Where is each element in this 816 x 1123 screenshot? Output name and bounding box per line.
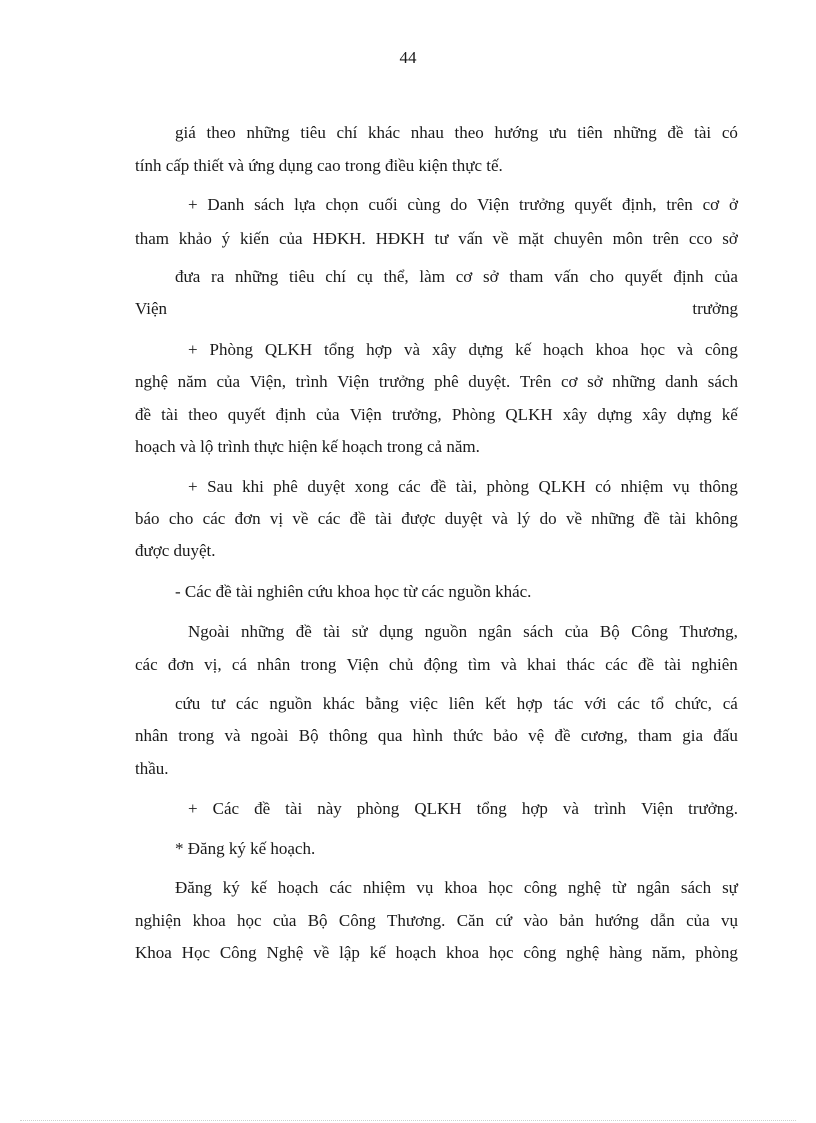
text-word: đấu (713, 726, 738, 745)
text-word: Viện (641, 799, 674, 818)
text-word: Viện (337, 372, 370, 391)
text-word: môn (612, 229, 643, 248)
text-word: Danh (207, 195, 245, 214)
text-word: cá (722, 694, 738, 713)
text-word: khoa (192, 911, 226, 930)
text-word: cá (231, 655, 247, 674)
text-word: dựng (468, 340, 504, 359)
text-word: với (584, 694, 607, 713)
text-word: đơn (234, 509, 261, 528)
text-word: chí (336, 123, 358, 142)
text-word: nghiện (135, 911, 182, 930)
text-word: xây (432, 340, 457, 359)
text-word: quyết (624, 267, 663, 286)
text-word: vệ (528, 726, 545, 745)
text-word: tham (638, 726, 672, 745)
text-word: tài (694, 123, 712, 142)
text-word: Viện (477, 195, 510, 214)
text-word: làm (419, 267, 445, 286)
text-word: nhân (257, 655, 291, 674)
text-word: những (246, 123, 290, 142)
text-word: tài (664, 655, 682, 674)
text-word: Khoa (135, 943, 172, 962)
text-word: cuối (368, 195, 398, 214)
text-line (188, 476, 738, 498)
text-word: hướng (494, 123, 539, 142)
text-word: nguồn (424, 622, 468, 641)
text-word: giá (175, 123, 196, 142)
text-word: qua (377, 726, 403, 745)
text-word: định (673, 267, 704, 286)
text-word: chủ (388, 655, 414, 674)
text-word: nghệ (567, 878, 601, 897)
text-word: khoa (444, 878, 478, 897)
text-word: đề (349, 509, 366, 528)
text-word: và (500, 655, 517, 674)
text-word: QLKH (264, 340, 313, 359)
text-word: các (317, 509, 341, 528)
text-word: dẫn (650, 911, 675, 930)
text-word: cho (589, 267, 614, 286)
text-word: nhân (135, 726, 169, 745)
text-word: có (595, 477, 612, 496)
text-word: của (686, 911, 710, 930)
text-word: lập (339, 943, 360, 962)
text-word: về (292, 509, 309, 528)
text-word: các (605, 655, 628, 674)
text-word: về (313, 943, 330, 962)
text-word: công (523, 878, 557, 897)
text-word: Các (212, 799, 240, 818)
text-word: Viện (346, 655, 379, 674)
text-word: đề (135, 405, 152, 424)
text-word: kế (250, 878, 267, 897)
text-word: những (612, 372, 656, 391)
text-word: QLKH (505, 405, 553, 424)
text-word: cùng (407, 195, 441, 214)
text-word: theo (188, 405, 218, 424)
text-word: cứ (495, 911, 513, 930)
text-word: trưởng (378, 372, 425, 391)
text-word: Công (338, 911, 376, 930)
text-word: trong (178, 726, 215, 745)
text-word: cơ (560, 372, 578, 391)
text-word: phê (434, 372, 459, 391)
text-word: ngoài (250, 726, 289, 745)
text-word: nghiên (691, 655, 738, 674)
text-word: Phòng (209, 340, 253, 359)
text-word: và (491, 509, 508, 528)
text-word: Bộ (298, 726, 319, 745)
text-word: các (398, 477, 421, 496)
text-word: kế (369, 943, 386, 962)
text-word: đề (554, 726, 571, 745)
text-word: khai (527, 655, 557, 674)
text-word: tài (669, 509, 687, 528)
text-word: trưởng (518, 195, 565, 214)
text-word: ngân (478, 622, 512, 641)
text-word: Ngoài (188, 622, 230, 641)
text-word: khảo (178, 229, 212, 248)
text-word: trình (295, 372, 328, 391)
text-word: nghệ (135, 372, 169, 391)
text-line (188, 194, 738, 216)
text-word: trình (593, 799, 627, 818)
text-word: việc (409, 694, 438, 713)
text-word: tác (553, 694, 574, 713)
text-line: * Đăng ký kế hoạch. (175, 839, 316, 858)
text-word: duyệt. (468, 372, 511, 391)
text-line (135, 725, 738, 747)
text-word: tổng (476, 799, 507, 818)
text-word: Công (219, 943, 257, 962)
text-word: Viện (135, 299, 168, 318)
text-word: và (562, 799, 579, 818)
text-word: Học (181, 943, 210, 962)
text-word: sử (351, 622, 368, 641)
text-word: trên (652, 229, 680, 248)
text-word: năm (177, 372, 207, 391)
text-word: sách (254, 195, 285, 214)
text-word: bằng (365, 694, 399, 713)
text-line (188, 621, 738, 643)
text-word: cơ (702, 195, 720, 214)
text-word: sở (722, 229, 738, 248)
text-word: danh (665, 372, 699, 391)
text-word: tổng (324, 340, 355, 359)
text-word: xây (642, 405, 667, 424)
text-word: không (695, 509, 738, 528)
text-line (188, 339, 738, 361)
text-word: ưu (548, 123, 567, 142)
text-word: Phòng (451, 405, 496, 424)
text-word: cho (168, 509, 194, 528)
text-line (175, 266, 738, 288)
text-word: nhau (410, 123, 444, 142)
footer-divider (20, 1120, 796, 1121)
text-word: cương, (580, 726, 628, 745)
text-word: tìm (467, 655, 491, 674)
text-word: tài, (455, 477, 477, 496)
text-word: duyệt (444, 509, 483, 528)
text-word: về (565, 509, 582, 528)
text-word: mặt (518, 229, 544, 248)
text-word: vấn (458, 229, 483, 248)
text-line (175, 122, 738, 144)
text-word: công (704, 340, 738, 359)
text-word: Nghệ (266, 943, 304, 962)
text-word: tiêu (300, 123, 326, 142)
text-word: Viện, (249, 372, 286, 391)
text-word: tài (285, 799, 303, 818)
page-number: 44 (399, 48, 417, 67)
text-word: trên (666, 195, 693, 214)
text-word: tổ (650, 694, 664, 713)
text-word: + (188, 477, 198, 496)
text-word: tài (374, 509, 392, 528)
text-word: tài (161, 405, 179, 424)
text-word: chọn (325, 195, 359, 214)
text-word: hợp (516, 694, 543, 713)
text-word: đề (430, 477, 447, 496)
text-word: quyết (574, 195, 613, 214)
text-word: sở (483, 267, 499, 286)
text-word: các (329, 878, 352, 897)
text-word: ý (221, 229, 231, 248)
text-line: hoạch và lộ trình thực hiện kế hoạch trong cả năm. (135, 437, 480, 456)
text-word: của (216, 372, 241, 391)
text-word: liên (448, 694, 475, 713)
text-word: Trên (519, 372, 552, 391)
text-word: vị (269, 509, 284, 528)
text-word: ra (211, 267, 225, 286)
text-word: ngân (636, 878, 670, 897)
text-word: phòng (695, 943, 738, 962)
text-word: chí (325, 267, 347, 286)
text-line (135, 404, 738, 426)
text-word: những (613, 123, 657, 142)
text-line (135, 942, 738, 964)
text-word: phòng (356, 799, 400, 818)
text-word: khoa (446, 943, 480, 962)
text-word: kết (485, 694, 506, 713)
text-word: dựng (676, 405, 712, 424)
text-word: năm, (652, 943, 686, 962)
text-word: Bộ (307, 911, 328, 930)
text-word: phê (273, 477, 298, 496)
text-word: Bộ (599, 622, 620, 641)
text-word: của (714, 267, 738, 286)
text-word: sách (707, 372, 738, 391)
text-word: Viện (349, 405, 382, 424)
text-word: đề (254, 799, 271, 818)
text-word: tham (135, 229, 169, 248)
text-word: tài (323, 622, 341, 641)
text-word: công (523, 943, 557, 962)
text-word: đơn (167, 655, 194, 674)
text-word: do (450, 195, 468, 214)
text-word: + (188, 195, 198, 214)
text-word: vụ (672, 477, 690, 496)
text-line (135, 910, 738, 932)
text-word: nghệ (566, 943, 600, 962)
text-word: trưởng. (688, 799, 738, 818)
text-word: tư (211, 694, 226, 713)
text-word: Đăng (175, 878, 212, 897)
text-word: cơ (455, 267, 473, 286)
text-word: phòng (486, 477, 529, 496)
text-word: vấn (554, 267, 579, 286)
text-word: định, (622, 195, 657, 214)
text-word: Công (631, 622, 669, 641)
text-word: khác (368, 123, 401, 142)
text-word: hoạch (543, 340, 584, 359)
text-word: xong (354, 477, 389, 496)
text-word: học (488, 878, 513, 897)
text-word: trong (300, 655, 337, 674)
text-word: QLKH (538, 477, 586, 496)
text-word: học (488, 943, 514, 962)
text-line: thầu. (135, 759, 169, 778)
text-word: của (279, 229, 303, 248)
text-word: hợp (521, 799, 548, 818)
text-word: vị, (204, 655, 222, 674)
text-word: tiêu (289, 267, 315, 286)
text-word: đề (295, 622, 312, 641)
text-word: của (272, 911, 297, 930)
text-word: vào (523, 911, 549, 930)
text-word: và (224, 726, 241, 745)
text-word: trưởng, (391, 405, 442, 424)
text-word: kế (515, 340, 532, 359)
text-line: - Các đề tài nghiên cứu khoa học từ các nguồn khác. (175, 582, 532, 601)
text-word: tham (509, 267, 544, 286)
text-word: cụ (356, 267, 373, 286)
text-word: những (235, 267, 279, 286)
text-line (175, 877, 738, 899)
text-word: dựng (597, 405, 633, 424)
text-word: này (317, 799, 342, 818)
text-word: sách (680, 878, 712, 897)
text-word: thức (453, 726, 484, 745)
text-word: được (401, 509, 436, 528)
text-word: tiên (577, 123, 603, 142)
text-word: sở (587, 372, 603, 391)
text-word: thông (699, 477, 738, 496)
text-line (188, 798, 738, 820)
text-word: bảo (493, 726, 518, 745)
text-line (175, 693, 738, 715)
text-word: chuyên (553, 229, 603, 248)
text-word: + (188, 340, 198, 359)
text-word: từ (611, 878, 626, 897)
text-line: tính cấp thiết và ứng dụng cao trong điều kiện thực tế. (135, 156, 503, 175)
text-word: sự (722, 878, 738, 897)
text-word: học (236, 911, 262, 930)
text-word: định (275, 405, 306, 424)
text-word: đề (667, 123, 684, 142)
text-word: các (235, 694, 259, 713)
text-word: chức, (674, 694, 712, 713)
text-word: ký (222, 878, 240, 897)
text-word: và (404, 340, 421, 359)
text-word: gia (682, 726, 704, 745)
text-word: hợp (366, 340, 393, 359)
text-word: QLKH (414, 799, 462, 818)
text-word: thể, (383, 267, 409, 286)
text-word: HĐKH (375, 229, 425, 248)
text-word: khoa (595, 340, 629, 359)
text-word: xây (562, 405, 588, 424)
text-word: HĐKH. (312, 229, 366, 248)
text-word: và (676, 340, 693, 359)
text-word: có (721, 123, 738, 142)
text-word: của (564, 622, 589, 641)
text-word: hướng (595, 911, 639, 930)
text-word: thác (566, 655, 595, 674)
text-word: các (617, 694, 640, 713)
text-word: lựa (294, 195, 316, 214)
text-word: quyết (227, 405, 266, 424)
text-word: các (202, 509, 226, 528)
text-line: được duyệt. (135, 541, 216, 560)
text-word: cứu (175, 694, 201, 713)
text-word: kiến (239, 229, 270, 248)
text-word: tư (434, 229, 449, 248)
text-word: nhiệm (362, 878, 406, 897)
text-word: đề (637, 655, 655, 674)
text-word: hoạch (277, 878, 319, 897)
text-word: hoạch (395, 943, 437, 962)
text-word: hàng (609, 943, 643, 962)
text-word: bản (559, 911, 584, 930)
text-word: do (539, 509, 557, 528)
text-word: dụng (379, 622, 414, 641)
text-word: Thương. (387, 911, 446, 930)
text-word: về (492, 229, 509, 248)
text-word: đưa (175, 267, 201, 286)
text-word: duyệt (307, 477, 346, 496)
text-word: theo (454, 123, 484, 142)
text-word: sách (523, 622, 554, 641)
text-line (135, 371, 738, 393)
text-word: hình (412, 726, 443, 745)
text-word: vụ (720, 911, 738, 930)
text-word: Căn (456, 911, 485, 930)
text-word: vụ (416, 878, 434, 897)
text-word: học (640, 340, 666, 359)
text-word: những (591, 509, 635, 528)
text-word: kế (721, 405, 738, 424)
text-word: nguồn (269, 694, 312, 713)
text-word: lý (517, 509, 531, 528)
text-word: đề (643, 509, 660, 528)
text-line (135, 228, 738, 250)
text-word: thông (328, 726, 368, 745)
text-word: các (135, 655, 158, 674)
text-word: cco (688, 229, 713, 248)
text-word: + (188, 799, 198, 818)
text-word: nhiệm (620, 477, 664, 496)
justified-line (135, 298, 738, 320)
text-line (135, 654, 738, 676)
text-word: theo (206, 123, 236, 142)
text-line (135, 508, 738, 530)
text-word: trưởng (692, 299, 738, 318)
text-word: động (423, 655, 458, 674)
text-word: những (241, 622, 285, 641)
text-word: của (315, 405, 340, 424)
text-word: ở (728, 195, 738, 214)
text-word: Sau (207, 477, 233, 496)
text-word: khác (322, 694, 355, 713)
text-word: báo (135, 509, 160, 528)
text-word: Thương, (679, 622, 738, 641)
text-word: khi (242, 477, 264, 496)
